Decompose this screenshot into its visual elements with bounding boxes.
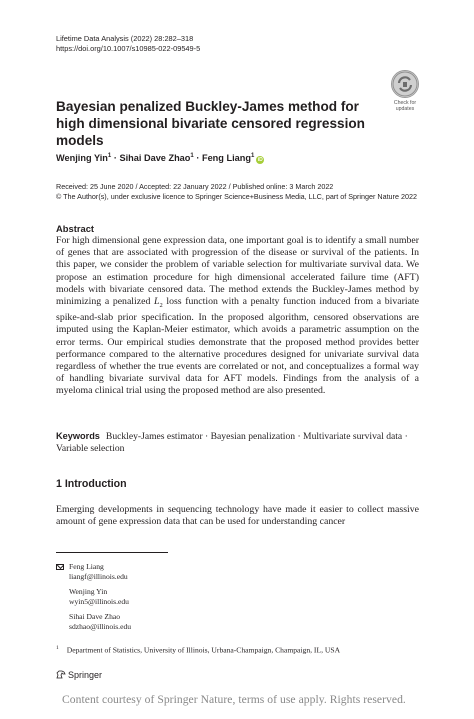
keywords-label: Keywords [56, 431, 100, 441]
abstract-text-part-2: loss function with a penalty function induced from a bivariate spike-and-slab prior specification. In the proposed algorithm, censored observations are imputed using the Kaplan-Meier estimator, which avoids a parametric assumption on the error terms. Our empirical studies demonstrate that the proposed method provides better performance compared to the alternative procedures designed for univariate survival data regardless of whether the true events are correlated or not, and conceptualizes a formal way of handling bivariate survival data for AFT models. Findings from the analysis of a myeloma clinical trial using the proposed method are also presented. [56, 296, 419, 397]
affiliation-text: Department of Statistics, University of Illinois, Urbana-Champaign, Champaign, IL, USA [66, 645, 341, 655]
badge-line-2: updates [395, 106, 415, 112]
contact-name: Wenjing Yin [69, 587, 108, 597]
journal-citation: Lifetime Data Analysis (2022) 28:282–318 [56, 34, 194, 43]
envelope-icon [56, 564, 64, 570]
contact-name: Feng Liang [69, 562, 104, 571]
journal-header [56, 34, 200, 54]
affiliation [56, 644, 340, 655]
author-affiliation-sup: 1 [107, 153, 112, 159]
contact-name: Sihai Dave Zhao [69, 612, 121, 622]
keywords-text: Buckley-James estimator · Bayesian penalization · Multivariate survival data · Variable selection [56, 431, 408, 455]
author-name[interactable]: Sihai Dave Zhao [119, 153, 191, 164]
contact-entry [69, 587, 419, 606]
doi-link[interactable]: https://doi.org/10.1007/s10985-022-09549-5 [56, 44, 201, 53]
badge-line-1: Check for [393, 100, 417, 106]
author-list [56, 150, 264, 164]
orcid-icon[interactable]: iD [257, 157, 263, 164]
abstract-heading: Abstract [56, 223, 95, 234]
keywords [56, 430, 419, 455]
publisher-logo [56, 670, 102, 681]
abstract-text-part-1: For high dimensional gene expression data, one important goal is to identify a small number of genes that are associated with progression of the disease or survival of the patients. In this paper, we consider the problem of variable selection for multivariate survival data. We propose an estimation procedure for high dimensional accelerated failure time (AFT) models with bivariate censored data. The method extends the Buckley-James method by minimizing a penalized [56, 235, 419, 308]
contact-entry [69, 562, 419, 581]
paper-title: Bayesian penalized Buckley-James method for high dimensional bivariate censored regression models [56, 99, 365, 148]
contact-email[interactable]: sdzhao@illinois.edu [69, 621, 132, 631]
introduction-text: Emerging developments in sequencing technology have made it easier to collect massive amount of gene expression data that can be used for understanding cancer [56, 504, 419, 528]
check-for-updates-badge[interactable] [387, 70, 423, 112]
badge-label [387, 100, 423, 112]
section-heading: 1 Introduction [56, 478, 127, 490]
springer-horse-icon [56, 670, 66, 679]
publisher-name: Springer [68, 670, 103, 680]
author-separator: · [196, 153, 202, 164]
courtesy-notice: Content courtesy of Springer Nature, terms of use apply. Rights reserved. [62, 693, 406, 706]
author-affiliation-sup: 1 [190, 153, 194, 159]
check-for-updates-icon [391, 70, 419, 98]
contact-entry [69, 612, 419, 631]
footnote-rule [56, 552, 168, 553]
author-name[interactable]: Wenjing Yin [56, 153, 108, 164]
author-separator: · [113, 153, 120, 164]
math-L: L [154, 296, 160, 308]
dates-line: Received: 25 June 2020 / Accepted: 22 January 2022 / Published online: 3 March 2022 [56, 182, 334, 191]
abstract-body [56, 235, 419, 398]
author-name[interactable]: Feng Liang [201, 153, 251, 164]
correspondence [56, 562, 419, 638]
contact-email[interactable]: liangf@illinois.edu [69, 571, 128, 581]
contact-email[interactable]: wyin5@illinois.edu [69, 596, 129, 606]
math-subscript: 2 [159, 301, 163, 309]
publication-dates [56, 182, 436, 202]
author-affiliation-sup: 1 [250, 153, 255, 159]
affiliation-sup: 1 [56, 645, 59, 651]
copyright-line: © The Author(s), under exclusive licence to Springer Science+Business Media, LLC, part of Springer Nature 2022 [56, 192, 417, 201]
